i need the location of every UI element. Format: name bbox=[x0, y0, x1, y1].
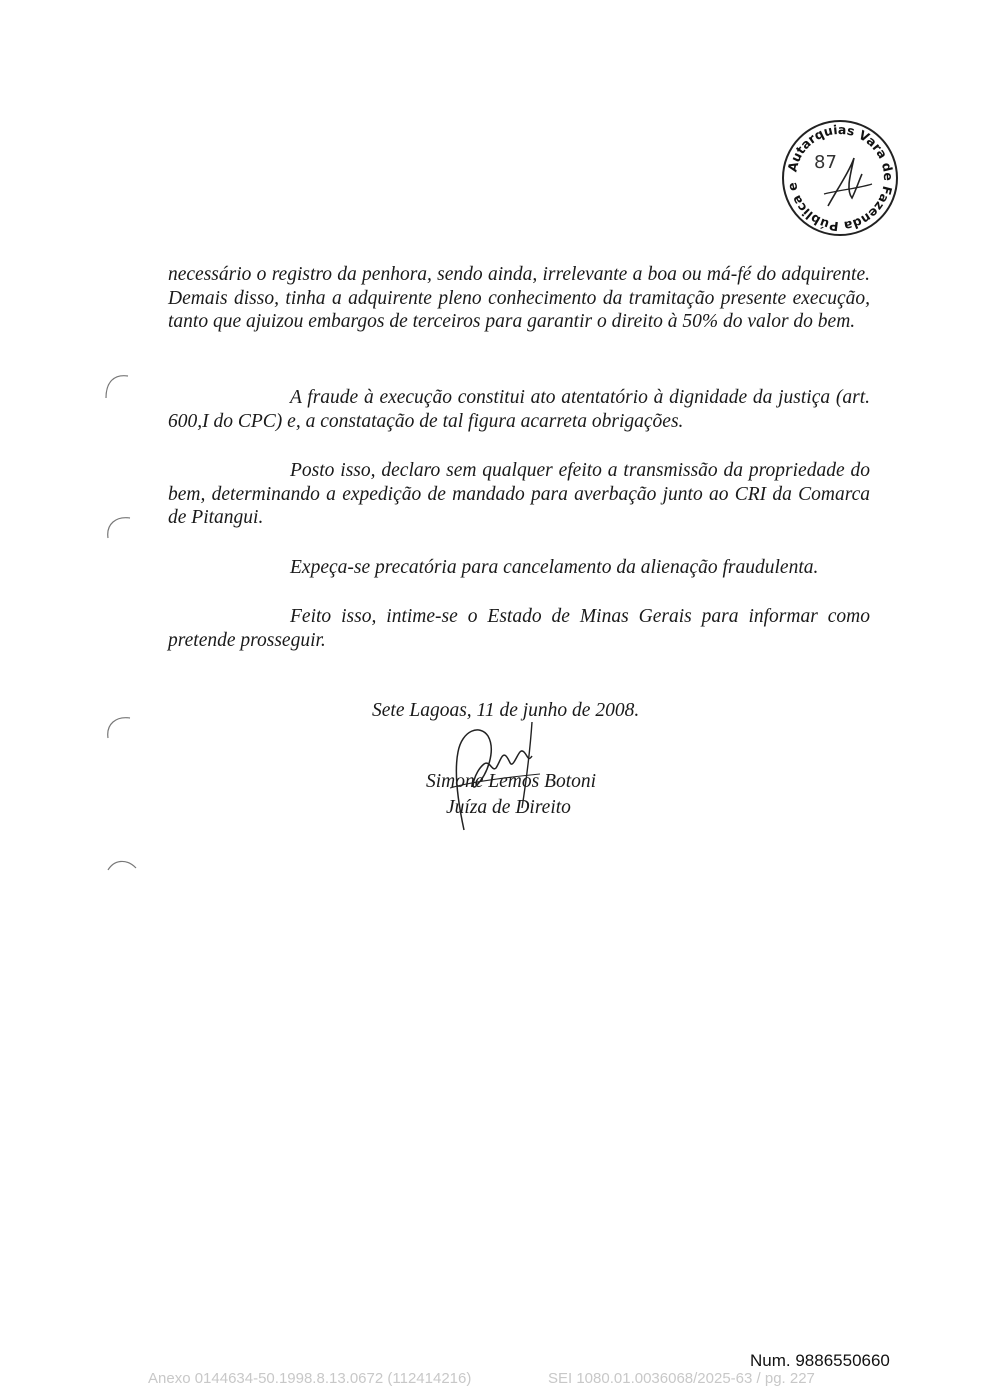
punch-mark bbox=[100, 368, 140, 408]
body-paragraph-2: A fraude à execução constitui ato atentatório à dignidade da justiça (art. 600,I do CPC) e, a constatação de tal figura acarreta obrigações. bbox=[168, 387, 870, 432]
signer-name: Simone Lemos Botoni bbox=[426, 771, 597, 792]
place-date: Sete Lagoas, 11 de junho de 2008. bbox=[372, 700, 640, 721]
punch-mark bbox=[100, 508, 140, 548]
body-paragraph-4: Expeça-se precatória para cancelamento da alienação fraudulenta. bbox=[290, 557, 819, 578]
signer-title: Juíza de Direito bbox=[446, 797, 571, 818]
sei-reference: SEI 1080.01.0036068/2025-63 / pg. 227 bbox=[548, 1370, 815, 1387]
handwritten-signature bbox=[440, 712, 550, 842]
court-seal-stamp bbox=[780, 118, 900, 238]
body-paragraph-1: necessário o registro da penhora, sendo ainda, irrelevante a boa ou má-fé do adquirente. Demais disso, tinha a adquirente pleno conhecimento da tramitação presente execução, tanto que ajuizou embargos de terceiros para garantir o direito à 50% do valor do bem. bbox=[168, 264, 870, 332]
seal-page-number: 87 bbox=[814, 152, 837, 173]
body-paragraph-5: Feito isso, intime-se o Estado de Minas Gerais para informar como pretende prosseguir. bbox=[168, 606, 870, 651]
punch-mark bbox=[100, 850, 140, 890]
punch-mark bbox=[100, 708, 140, 748]
body-paragraph-3: Posto isso, declaro sem qualquer efeito a transmissão da propriedade do bem, determinando a expedição de mandado para averbação junto ao CRI da Comarca de Pitangui. bbox=[168, 460, 870, 528]
svg-text:Autarquias Vara de Fazenda Púb bbox=[784, 122, 896, 234]
seal-text: Autarquias Vara de Fazenda Pública e bbox=[784, 121, 897, 235]
document-number: Num. 9886550660 bbox=[750, 1351, 890, 1370]
annex-reference: Anexo 0144634-50.1998.8.13.0672 (112414216) bbox=[148, 1370, 472, 1387]
